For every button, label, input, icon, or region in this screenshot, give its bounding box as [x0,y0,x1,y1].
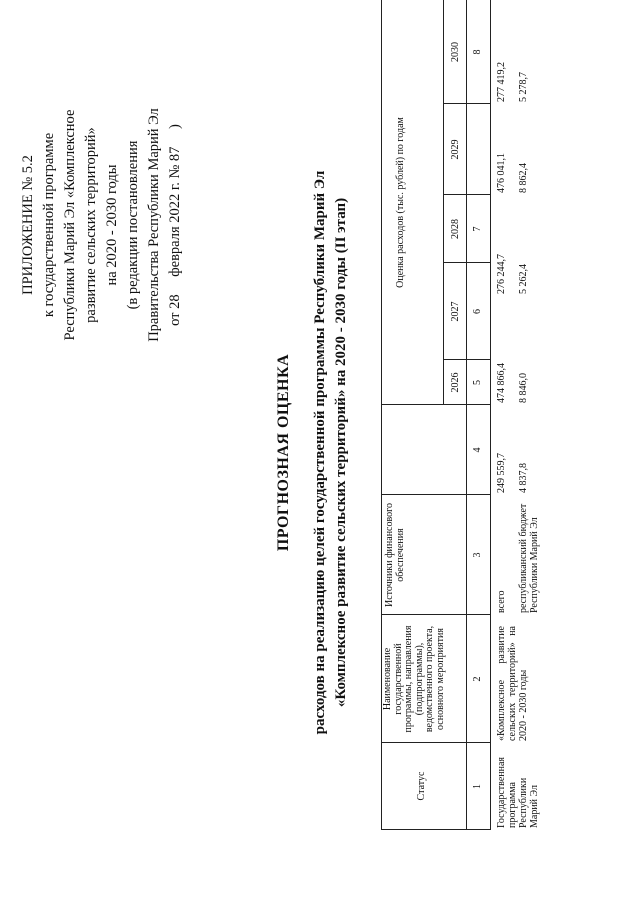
header-estimate: Оценка расходов (тыс. рублей) по годам [395,117,406,288]
appendix-block [18,100,186,350]
document-subtitle-line-1: расходов на реализацию целей государственной программы Республики Марий Эл [312,170,328,735]
row-2-source: республиканский бюджет Республики Марий Эл [518,503,540,613]
document-title: ПРОГНОЗНАЯ ОЦЕНКА [275,353,292,552]
header-year-2028: 2028 [450,219,461,239]
row-1-name: «Комплексное развитие сельских территорий» на 2020 - 2030 годы [496,626,529,741]
table-header-bottom-border [466,0,467,830]
col-number-4: 4 [472,447,483,453]
row-2-value-2030: 5 278,7 [518,72,529,102]
row-1-value-2028: 276 244,7 [496,254,507,294]
appendix-day: 28 [167,294,183,309]
row-1-value-2027: 474 866,4 [496,363,507,403]
appendix-number: 87 [167,146,183,162]
header-status: Статус [416,771,427,801]
row-2-value-2028: 5 262,4 [518,264,529,294]
appendix-close-paren: ) [167,124,183,129]
col-number-8: 8 [472,49,483,55]
row-1-status: Государственная программа Республики Марий Эл [496,756,540,828]
row-2-value-2027: 8 846,0 [518,373,529,403]
table-col-numbers-bottom-border [490,0,491,830]
row-1-source: всего [496,590,507,613]
row-1-value-2030: 277 419,2 [496,62,507,102]
col-number-6: 6 [472,309,483,314]
col-number-7: 7 [472,226,483,232]
col-number-2: 2 [472,676,483,682]
header-year-2030: 2030 [450,42,461,62]
appendix-line-3: Республики Марий Эл «Комплексное [62,109,78,341]
appendix-line-7: Правительства Республики Марий Эл [146,108,162,342]
appendix-line-4: развитие сельских территорий» [83,127,99,323]
appendix-line-2: к государственной программе [41,132,57,318]
appendix-from: от [167,312,183,326]
appendix-line-6: (в редакции постановления [125,140,141,310]
document-subtitle-line-2: «Комплексное развитие сельских территорий» на 2020 - 2030 годы (II этап) [333,197,349,708]
header-year-2027: 2027 [450,301,461,322]
row-1-value-2026: 249 559,7 [496,453,507,493]
row-2-value-2026: 4 837,8 [518,463,529,493]
header-source: Источники финансового обеспечения [384,503,406,607]
row-2-value-2029: 8 862,4 [518,163,529,193]
table-years-divider [443,0,444,405]
row-1-value-2029: 476 041,1 [496,153,507,193]
header-year-2029: 2029 [450,139,461,160]
header-year-2026: 2026 [450,372,461,393]
col-number-3: 3 [472,552,483,558]
col-number-1: 1 [472,784,483,789]
appendix-line-5: на 2020 - 2030 годы [104,164,120,286]
appendix-date-line [165,100,186,350]
appendix-month-year: февраля 2022 г. № [167,164,183,277]
header-name: Наименование государственной программы, направления (подпрограммы), ведомственного проекта, основного мероприятия [382,625,446,733]
appendix-line-1: ПРИЛОЖЕНИЕ № 5.2 [20,155,36,295]
col-number-5: 5 [472,380,483,385]
